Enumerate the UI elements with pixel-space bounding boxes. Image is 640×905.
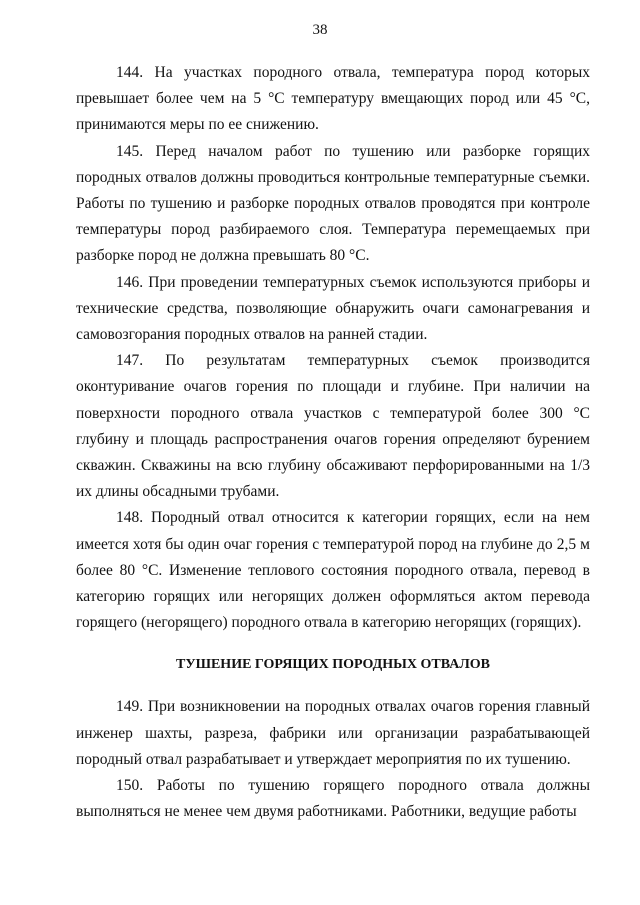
- paragraph-144: 144. На участках породного отвала, температура пород которых превышает более чем на 5 °С температуру вмещающих пород или 45 °С, принимаются меры по ее снижению.: [76, 64, 590, 134]
- paragraph-149: 149. При возникновении на породных отвалах очагов горения главный инженер шахты, разреза, фабрики или организации разрабатывающей породный отвал разрабатывает и утверждает мероприятия по их тушению.: [76, 698, 590, 768]
- paragraph-146: 146. При проведении температурных съемок используются приборы и технические средства, позволяющие обнаружить очаги самонагревания и самовозгорания породных отвалов на ранней стадии.: [76, 273, 590, 344]
- paragraph-150: 150. Работы по тушению горящего породного отвала должны выполняться не менее чем двумя работниками. Работники, ведущие работы: [76, 777, 590, 821]
- paragraph-147: 147. По результатам температурных съемок производится оконтуривание очагов горения по площади и глубине. При наличии на поверхности породного отвала участков с температурой более 300 °С глубину и площадь распространения очагов горения определяют бурением скважин. Скважины на всю глубину обсаживают перфорированными на 1/3 их длины обсадными трубами.: [76, 352, 590, 501]
- section-heading: ТУШЕНИЕ ГОРЯЩИХ ПОРОДНЫХ ОТВАЛОВ: [175, 657, 490, 673]
- paragraph-148: 148. Породный отвал относится к категории горящих, если на нем имеется хотя бы один очаг горения с температурой пород на глубине до 2,5 м более 80 °С. Изменение теплового состояния породного отвала, перевод в категорию горящих или негорящих должен оформляться актом перевода горящего (негорящего) породного отвала в категорию негорящих (горящих).: [76, 509, 590, 632]
- paragraph-145: 145. Перед началом работ по тушению или разборке горящих породных отвалов должны проводиться контрольные температурные съемки. Работы по тушению и разборке породных отвалов проводятся при контроле температуры пород разбираемого слоя. Температура перемещаемых при разборке пород не должна превышать 80 °С.: [76, 142, 590, 265]
- page-number: 38: [312, 22, 328, 38]
- document-body: [76, 60, 590, 825]
